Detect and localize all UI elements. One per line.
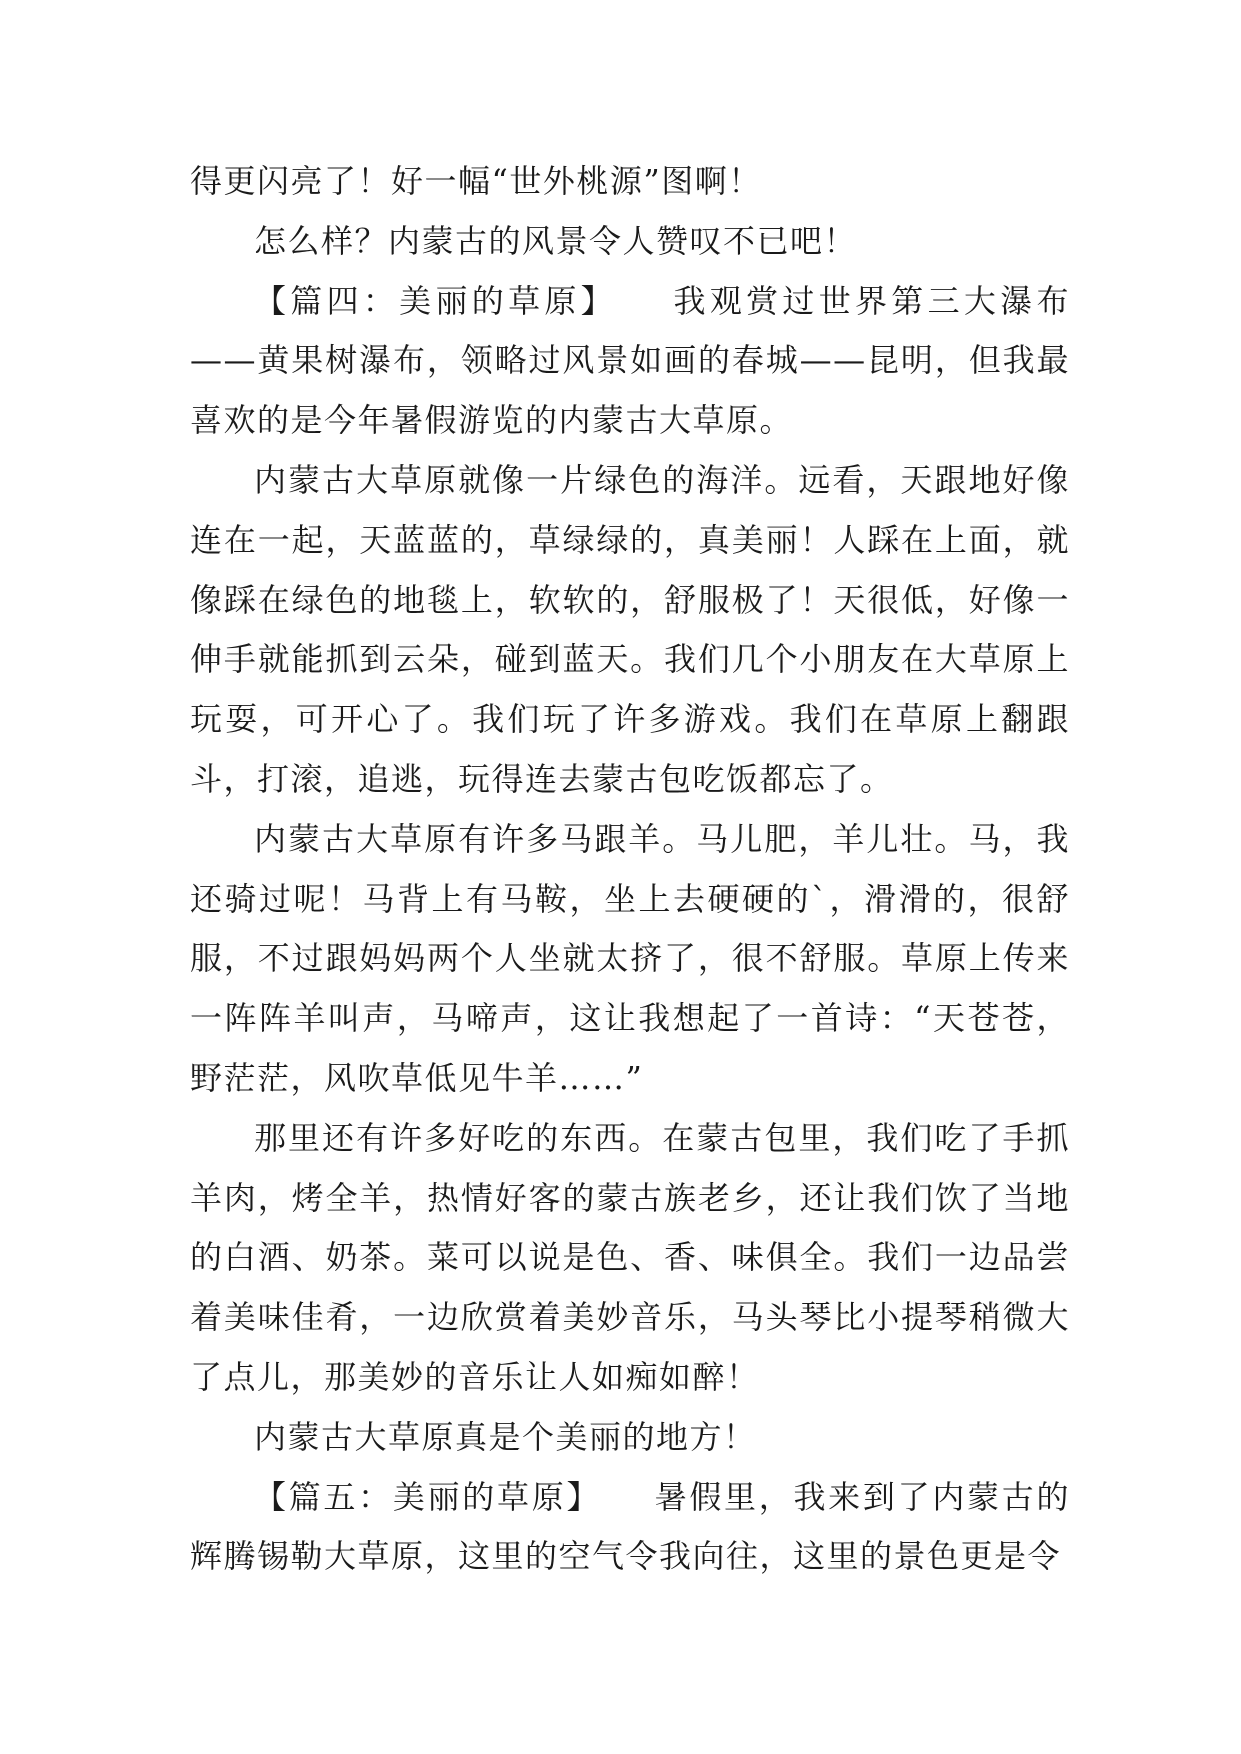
- paragraph: 内蒙古大草原有许多马跟羊。马儿肥，羊儿壮。马，我还骑过呢！马背上有马鞍，坐上去硬硬的`，滑滑的，很舒服，不过跟妈妈两个人坐就太挤了，很不舒服。草原上传来一阵阵羊叫声，马啼声，这让我想起了一首诗：“天苍苍，野茫茫，风吹草低见牛羊……”: [190, 819, 1070, 1097]
- paragraph: 内蒙古大草原就像一片绿色的海洋。远看，天跟地好像连在一起，天蓝蓝的，草绿绿的，真美丽！人踩在上面，就像踩在绿色的地毯上，软软的，舒服极了！天很低，好像一伸手就能抓到云朵，碰到蓝天。我们几个小朋友在大草原上玩耍，可开心了。我们玩了许多游戏。我们在草原上翻跟斗，打滚，追逃，玩得连去蒙古包吃饭都忘了。: [190, 460, 1070, 798]
- paragraph-section-five-start: 【篇五：美丽的草原】 暑假里，我来到了内蒙古的辉腾锡勒大草原，这里的空气令我向往，这里的景色更是令: [190, 1477, 1070, 1576]
- document-body: [190, 152, 1070, 1587]
- paragraph-section-four-start: 【篇四：美丽的草原】 我观赏过世界第三大瀑布——黄果树瀑布，领略过风景如画的春城——昆明，但我最喜欢的是今年暑假游览的内蒙古大草原。: [190, 281, 1070, 440]
- paragraph: 怎么样？内蒙古的风景令人赞叹不已吧！: [254, 221, 858, 260]
- paragraph: 那里还有许多好吃的东西。在蒙古包里，我们吃了手抓羊肉，烤全羊，热情好客的蒙古族老乡，还让我们饮了当地的白酒、奶茶。菜可以说是色、香、味俱全。我们一边品尝着美味佳肴，一边欣赏着美妙音乐，马头琴比小提琴稍微大了点儿，那美妙的音乐让人如痴如醉！: [190, 1118, 1070, 1396]
- paragraph-continuation: 得更闪亮了！好一幅“世外桃源”图啊！: [190, 162, 762, 200]
- paragraph: 内蒙古大草原真是个美丽的地方！: [254, 1417, 757, 1456]
